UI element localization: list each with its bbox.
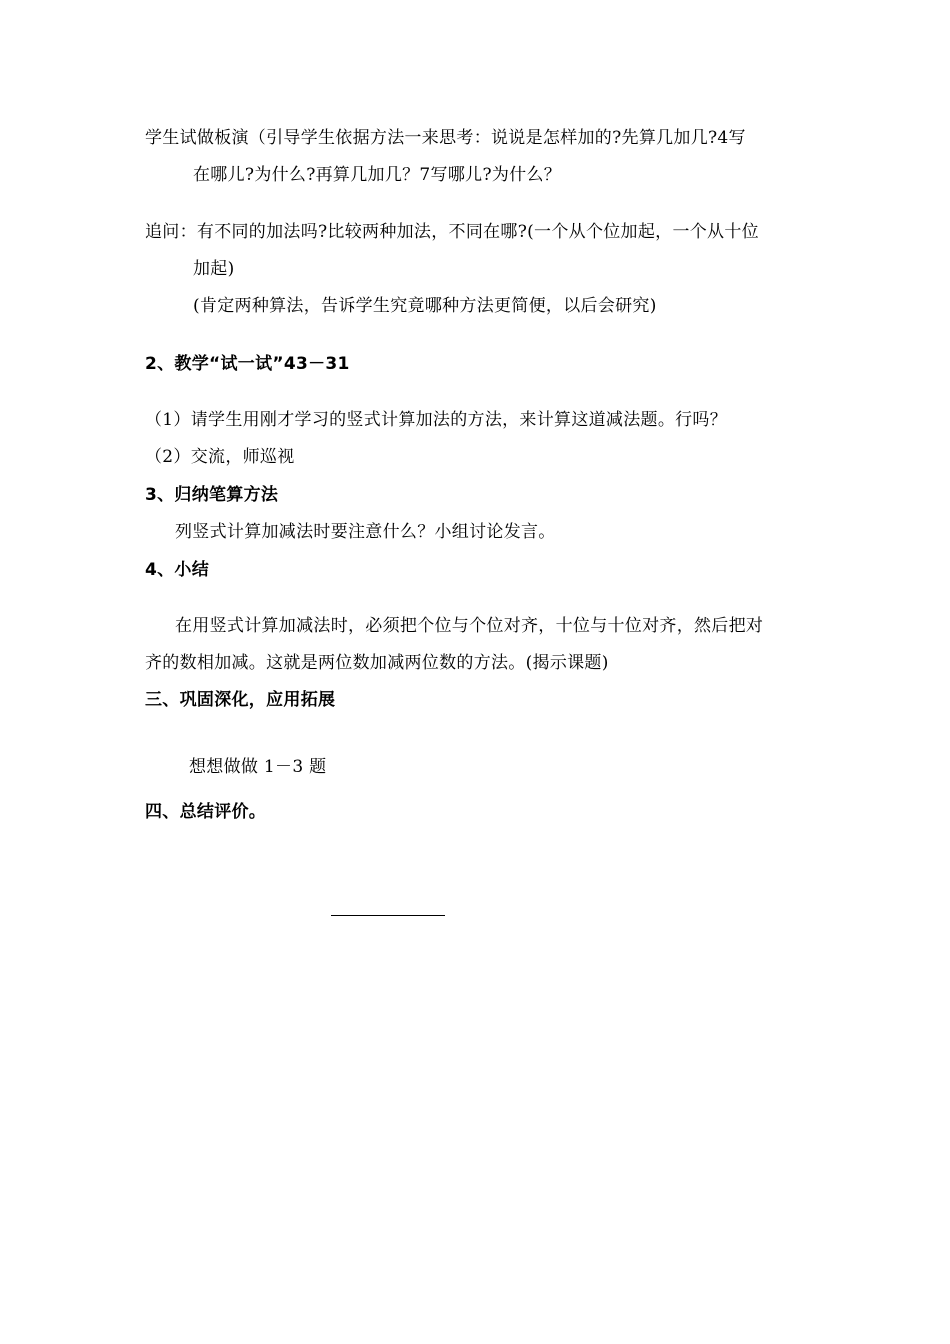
paragraph-line: 加起) [193,259,235,279]
horizontal-divider [331,915,445,916]
section-heading: 3、归纳笔算方法 [145,485,279,505]
list-item: （2）交流，师巡视 [145,447,295,467]
section-heading: 2、教学“试一试”43－31 [145,354,350,374]
section-heading: 4、小结 [145,560,210,580]
paragraph-line: 学生试做板演（引导学生依据方法一来思考：说说是怎样加的?先算几加几?4写 [145,128,746,148]
list-item: （1）请学生用刚才学习的竖式计算加法的方法，来计算这道减法题。行吗？ [145,410,728,430]
paragraph-line: 想想做做 1－3 题 [189,757,327,777]
section-heading: 三、巩固深化，应用拓展 [145,690,336,710]
paragraph-line: 追问：有不同的加法吗?比较两种加法，不同在哪?(一个从个位加起，一个从十位 [145,222,759,242]
section-heading: 四、总结评价。 [145,802,267,822]
paragraph-line: 在用竖式计算加减法时，必须把个位与个位对齐，十位与十位对齐，然后把对 [175,616,764,636]
paragraph-line: 在哪儿?为什么?再算几加几？7写哪儿?为什么？ [193,165,562,185]
paragraph-line: (肯定两种算法，告诉学生究竟哪种方法更简便，以后会研究) [193,296,657,316]
paragraph-line: 齐的数相加减。这就是两位数加减两位数的方法。(揭示课题) [145,653,609,673]
paragraph-line: 列竖式计算加减法时要注意什么？小组讨论发言。 [175,522,556,542]
